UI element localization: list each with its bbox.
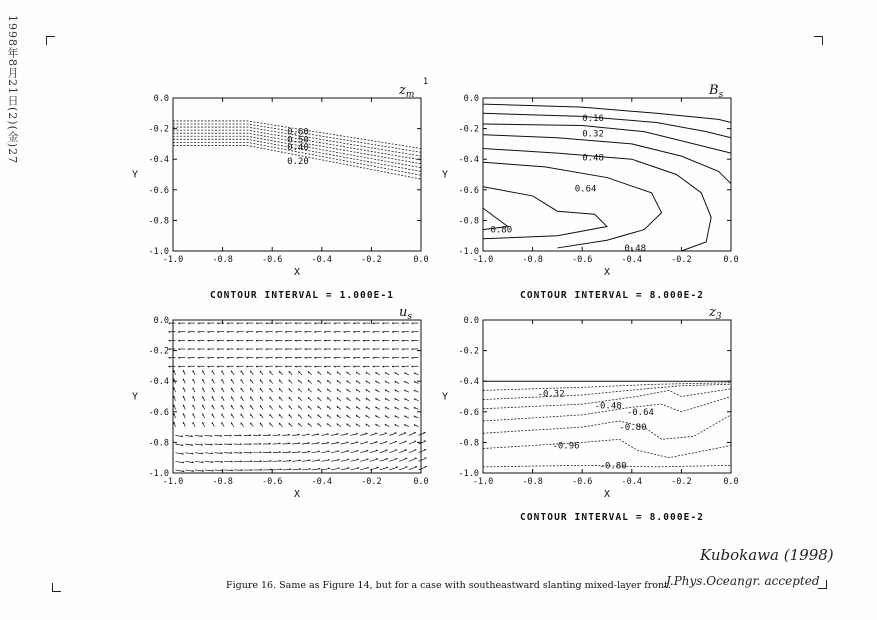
- vector-arrow: [370, 442, 378, 444]
- vector-arrow: [231, 396, 233, 400]
- vector-arrow: [302, 460, 310, 461]
- vector-arrow-head: [338, 468, 340, 469]
- contour-label: 0.20: [287, 156, 309, 167]
- vector-arrow: [222, 379, 224, 383]
- y-tick-label: -0.8: [148, 438, 169, 449]
- x-tick-label: -0.4: [621, 477, 643, 487]
- vector-arrow-head: [328, 459, 330, 460]
- vector-arrow: [360, 468, 369, 470]
- vector-arrow: [380, 467, 388, 470]
- vector-arrow: [370, 468, 379, 470]
- vector-arrow: [270, 371, 273, 375]
- x-tick-label: -1.0: [472, 477, 494, 487]
- vector-arrow: [251, 379, 254, 383]
- vector-arrow: [321, 460, 329, 461]
- vector-arrow: [241, 422, 244, 426]
- vector-arrow-head: [337, 433, 339, 434]
- vector-arrow: [419, 458, 427, 461]
- vector-arrow: [260, 405, 263, 409]
- vector-arrow: [331, 468, 340, 470]
- vector-arrow: [193, 379, 195, 384]
- vector-arrow: [183, 379, 185, 384]
- y-tick-label: -0.4: [458, 377, 479, 388]
- vector-arrow: [380, 433, 387, 435]
- vector-arrow: [312, 469, 321, 470]
- vector-arrow: [222, 414, 224, 418]
- vector-arrow: [292, 461, 301, 462]
- contour-label: 0.80: [490, 225, 513, 236]
- vector-arrow: [341, 468, 350, 470]
- y-tick-label: -0.6: [458, 185, 479, 196]
- vector-arrow: [321, 434, 328, 435]
- y-tick-label: -0.8: [458, 216, 479, 227]
- vector-arrow-head: [357, 459, 359, 460]
- x-tick-label: -0.4: [311, 477, 333, 487]
- vector-arrow: [251, 371, 254, 375]
- vector-arrow: [174, 387, 176, 392]
- vector-arrow: [331, 451, 339, 452]
- vector-arrow: [419, 467, 427, 470]
- vector-arrow: [370, 450, 378, 452]
- vector-arrow-head: [327, 434, 329, 435]
- contour-label: 0.16: [582, 113, 604, 124]
- vector-arrow: [389, 442, 396, 444]
- y-tick-label: 0.0: [153, 316, 169, 326]
- vector-arrow: [251, 423, 254, 427]
- vector-arrow: [389, 459, 397, 462]
- x-tick-label: -0.6: [261, 477, 283, 487]
- vector-arrow: [419, 432, 426, 435]
- vector-arrow: [409, 467, 417, 470]
- contour-label: 0.40: [287, 143, 309, 154]
- vector-arrow: [260, 379, 263, 383]
- contour-interval-z3: CONTOUR INTERVAL = 8.000E-2: [520, 512, 705, 523]
- vector-arrow: [193, 370, 195, 375]
- vector-arrow: [341, 442, 349, 444]
- plot-z3: [430, 300, 750, 500]
- contour-label: -0.96: [552, 441, 580, 452]
- vector-arrow: [241, 388, 244, 392]
- vector-arrow: [270, 380, 273, 384]
- plot-us: [120, 300, 440, 500]
- x-axis-label: X: [603, 267, 611, 278]
- vector-arrow: [212, 405, 214, 410]
- vector-arrow: [193, 413, 195, 418]
- vector-arrow: [260, 397, 263, 401]
- vector-arrow: [279, 397, 282, 401]
- vector-arrow: [212, 396, 214, 401]
- panel-us: [120, 300, 440, 500]
- vector-arrow: [350, 459, 358, 461]
- vector-arrow: [193, 396, 195, 401]
- vector-arrow: [260, 414, 263, 418]
- vector-arrow: [321, 443, 329, 444]
- vector-arrow: [380, 442, 388, 444]
- vector-arrow: [174, 413, 176, 418]
- vector-arrow: [389, 450, 397, 453]
- y-axis-label: Y: [131, 169, 139, 181]
- vector-arrow: [292, 452, 300, 453]
- vector-arrow: [203, 414, 205, 419]
- x-tick-label: -0.2: [671, 477, 692, 487]
- vector-arrow: [399, 458, 407, 461]
- vector-arrow: [222, 388, 224, 392]
- vector-arrow: [212, 388, 214, 393]
- x-axis-label: X: [293, 267, 301, 278]
- vector-arrow: [231, 371, 233, 375]
- contour-label: -0.80: [599, 461, 627, 472]
- vector-arrow: [279, 423, 282, 427]
- vector-arrow-head: [356, 433, 358, 434]
- vector-arrow-head: [308, 406, 309, 408]
- x-tick-label: -0.6: [261, 255, 283, 265]
- vector-arrow-head: [337, 451, 339, 452]
- vector-arrow-head: [328, 451, 330, 452]
- contour-label: 0.32: [582, 129, 604, 140]
- x-tick-label: -0.2: [671, 255, 692, 265]
- vector-arrow: [350, 434, 357, 436]
- x-tick-label: -0.6: [571, 255, 593, 265]
- x-tick-label: -0.2: [361, 255, 382, 265]
- vector-arrow: [174, 370, 176, 375]
- vector-arrow: [203, 388, 205, 393]
- vector-arrow: [212, 379, 214, 384]
- contour-interval-zm: CONTOUR INTERVAL = 1.000E-1: [210, 290, 395, 301]
- vector-arrow: [360, 451, 368, 453]
- vector-arrow: [260, 371, 263, 375]
- vector-arrow: [203, 396, 205, 401]
- vector-arrow: [241, 379, 244, 383]
- panel-zm: [120, 78, 440, 278]
- vector-arrow: [279, 388, 282, 392]
- y-axis-label: Y: [441, 391, 449, 403]
- y-tick-label: -0.6: [458, 407, 479, 418]
- vector-arrow: [302, 452, 310, 453]
- vector-arrow: [241, 397, 244, 401]
- y-tick-label: -0.2: [148, 124, 169, 135]
- x-axis-label: X: [603, 489, 611, 500]
- x-tick-label: -0.4: [621, 255, 643, 265]
- contour-line: [483, 383, 731, 391]
- vector-arrow: [203, 379, 205, 384]
- crop-mark-bottom-left: [52, 583, 61, 592]
- panel-bs: [430, 78, 750, 278]
- vector-arrow: [292, 469, 301, 470]
- vector-arrow: [399, 433, 406, 436]
- vector-arrow: [282, 469, 291, 470]
- vector-arrow: [251, 405, 254, 409]
- contour-label: -0.64: [626, 407, 654, 418]
- vector-arrow: [321, 469, 330, 470]
- vector-arrow: [183, 396, 185, 401]
- vector-arrow: [193, 388, 195, 393]
- vector-arrow: [203, 405, 205, 410]
- vector-arrow: [312, 460, 320, 461]
- y-tick-label: 0.0: [463, 94, 479, 104]
- vector-arrow: [251, 397, 254, 401]
- vector-arrow-head: [308, 389, 309, 391]
- vector-arrow: [251, 388, 254, 392]
- vector-arrow-head: [347, 450, 349, 451]
- vector-arrow: [350, 442, 358, 444]
- handwritten-journal: J.Phys.Oceangr. accepted: [666, 574, 820, 588]
- vector-arrow: [222, 370, 224, 374]
- contour-label: -0.32: [537, 389, 565, 400]
- vector-arrow-head: [308, 414, 309, 416]
- x-tick-label: -0.8: [522, 477, 543, 487]
- vector-arrow: [321, 451, 329, 452]
- contour-line: [483, 148, 711, 251]
- vector-arrow: [360, 442, 368, 444]
- y-tick-label: -0.8: [148, 216, 169, 227]
- panel-z3: [430, 300, 750, 500]
- vector-arrow-head: [308, 397, 309, 399]
- vector-arrow: [312, 452, 320, 453]
- y-tick-label: -0.2: [458, 346, 479, 357]
- vector-arrow: [370, 459, 378, 461]
- vector-arrow: [241, 371, 244, 375]
- vector-arrow: [409, 458, 417, 461]
- y-tick-label: 0.0: [463, 316, 479, 326]
- vector-arrow: [370, 433, 377, 435]
- vector-arrow: [183, 387, 185, 392]
- y-tick-label: -0.2: [148, 346, 169, 357]
- panel-title: $z_m$: [399, 83, 415, 100]
- x-tick-label: 0.0: [413, 477, 429, 487]
- crop-mark-top-right: [814, 36, 823, 45]
- figure-caption: Figure 16. Same as Figure 14, but for a case with southeastward slanting mixed-layer front.: [226, 580, 671, 591]
- x-tick-label: -1.0: [162, 477, 184, 487]
- contour-label: 0.60: [287, 127, 309, 138]
- x-tick-label: -1.0: [472, 255, 494, 265]
- vector-arrow: [270, 405, 273, 409]
- vector-arrow-head: [308, 423, 309, 425]
- vector-arrow: [341, 460, 349, 462]
- vector-arrow: [331, 460, 339, 462]
- vector-arrow: [270, 414, 273, 418]
- vector-arrow: [231, 405, 233, 409]
- contour-label: 0.48: [624, 244, 647, 254]
- vector-arrow: [409, 450, 417, 453]
- vector-arrow: [241, 405, 244, 409]
- x-tick-label: -0.2: [361, 477, 382, 487]
- contour-line: [483, 415, 731, 439]
- y-tick-label: -0.4: [148, 155, 169, 166]
- vector-arrow-head: [356, 442, 358, 443]
- vector-arrow: [193, 422, 195, 427]
- contour-line: [483, 439, 731, 457]
- vector-arrow: [399, 450, 407, 453]
- vector-arrow: [312, 443, 320, 444]
- vector-arrow: [270, 388, 273, 392]
- vector-arrow: [302, 443, 310, 444]
- contour-interval-bs: CONTOUR INTERVAL = 8.000E-2: [520, 290, 705, 301]
- x-tick-label: -0.8: [212, 255, 233, 265]
- vector-arrow: [380, 459, 388, 462]
- vector-arrow: [231, 388, 233, 392]
- x-tick-label: 0.0: [723, 477, 739, 487]
- vector-arrow: [419, 450, 427, 453]
- x-axis-label: X: [293, 489, 301, 500]
- vector-arrow: [279, 371, 282, 375]
- vector-arrow: [212, 370, 214, 375]
- vector-arrow: [231, 379, 233, 383]
- panel-title: $u_s$: [399, 305, 412, 322]
- vector-arrow: [183, 422, 185, 427]
- margin-date-note: 1998年8月21日(2)(金)27: [6, 15, 19, 165]
- y-tick-label: 0.0: [153, 94, 169, 104]
- contour-line: [483, 104, 731, 122]
- vector-arrow: [183, 405, 185, 410]
- vector-arrow: [222, 396, 224, 400]
- vector-arrow: [389, 467, 397, 470]
- vector-arrow: [279, 380, 282, 384]
- y-tick-label: -0.6: [148, 407, 169, 418]
- vector-arrow: [270, 423, 273, 427]
- y-tick-label: -0.6: [148, 185, 169, 196]
- vector-arrow: [399, 441, 406, 444]
- contour-label: -0.48: [594, 401, 622, 412]
- plot-zm: [120, 78, 440, 278]
- vector-arrow: [282, 444, 290, 445]
- y-tick-label: -1.0: [148, 247, 169, 257]
- panel-title: $z_3$: [709, 305, 722, 322]
- y-tick-label: -0.8: [458, 438, 479, 449]
- vector-arrow: [302, 469, 311, 470]
- vector-arrow: [251, 414, 254, 418]
- plot-frame: [173, 98, 421, 251]
- vector-arrow: [279, 414, 282, 418]
- x-tick-label: -0.8: [522, 255, 543, 265]
- vector-arrow-head: [308, 371, 309, 373]
- vector-arrow: [292, 435, 299, 436]
- x-tick-label: -0.8: [212, 477, 233, 487]
- vector-arrow: [241, 414, 244, 418]
- vector-arrow-head: [337, 442, 339, 443]
- crop-mark-top-left: [46, 36, 55, 45]
- vector-arrow: [260, 388, 263, 392]
- vector-arrow-head: [357, 467, 359, 468]
- x-tick-label: 0.0: [413, 255, 429, 265]
- vector-arrow-head: [347, 459, 349, 460]
- vector-arrow: [174, 396, 176, 401]
- vector-arrow: [292, 443, 300, 444]
- vector-arrow: [193, 405, 195, 410]
- vector-arrow: [212, 422, 214, 427]
- y-tick-label: -0.4: [458, 155, 479, 166]
- plot-frame: [483, 98, 731, 251]
- x-tick-label: -0.6: [571, 477, 593, 487]
- vector-arrow: [282, 461, 291, 462]
- vector-arrow-head: [348, 468, 350, 469]
- contour-label: -0.80: [619, 423, 647, 434]
- vector-arrow: [231, 414, 233, 418]
- contour-label: 0.64: [574, 184, 597, 195]
- contour-line: [483, 135, 731, 184]
- plot-frame: [173, 320, 421, 473]
- vector-arrow: [203, 370, 205, 375]
- y-tick-label: -0.2: [458, 124, 479, 135]
- vector-arrow: [360, 459, 368, 461]
- vector-arrow: [341, 451, 349, 453]
- handwritten-author: Kubokawa (1998): [700, 546, 834, 564]
- x-tick-label: 0.0: [723, 255, 739, 265]
- vector-arrow: [360, 433, 367, 435]
- vector-arrow: [183, 413, 185, 418]
- vector-arrow: [331, 443, 339, 444]
- y-axis-label: Y: [131, 391, 139, 403]
- vector-arrow: [302, 435, 309, 436]
- vector-arrow: [409, 433, 416, 436]
- y-axis-label: Y: [441, 169, 449, 181]
- vector-arrow: [212, 414, 214, 419]
- vector-arrow: [279, 406, 282, 410]
- vector-arrow: [282, 452, 290, 453]
- vector-arrow-head: [346, 433, 348, 434]
- x-tick-label: -0.4: [311, 255, 333, 265]
- plot-frame: [483, 320, 731, 473]
- plot-bs: [430, 78, 750, 278]
- vector-arrow-head: [347, 442, 349, 443]
- vector-arrow: [222, 422, 224, 426]
- vector-arrow: [350, 451, 358, 453]
- contour-label: 0.48: [582, 153, 604, 164]
- y-tick-label: -0.4: [148, 377, 169, 388]
- vector-arrow: [331, 434, 338, 435]
- vector-arrow-head: [338, 459, 340, 460]
- contour-line: [483, 124, 731, 153]
- vector-arrow: [341, 434, 348, 436]
- vector-arrow: [183, 370, 185, 375]
- y-tick-label: -1.0: [458, 247, 479, 257]
- vector-arrow: [409, 441, 416, 444]
- vector-arrow-head: [328, 468, 330, 469]
- vector-arrow: [174, 422, 176, 427]
- vector-arrow: [389, 433, 396, 435]
- vector-arrow: [380, 450, 388, 452]
- contour-label: 0.50: [287, 135, 309, 146]
- vector-arrow: [222, 405, 224, 409]
- y-tick-label: -1.0: [458, 469, 479, 479]
- vector-arrow: [260, 423, 263, 427]
- vector-arrow: [399, 467, 407, 470]
- vector-arrow: [174, 405, 176, 410]
- vector-arrow: [231, 422, 233, 426]
- vector-arrow-head: [357, 450, 359, 451]
- vector-arrow: [270, 397, 273, 401]
- vector-arrow: [312, 434, 319, 435]
- vector-arrow: [350, 468, 359, 470]
- panel-title: $B_s$: [709, 83, 724, 100]
- x-tick-label: -1.0: [162, 255, 184, 265]
- vector-arrow: [203, 422, 205, 427]
- vector-arrow-head: [308, 380, 309, 382]
- y-tick-label: -1.0: [148, 469, 169, 479]
- vector-arrow-head: [327, 442, 329, 443]
- page-number: 1: [423, 77, 429, 87]
